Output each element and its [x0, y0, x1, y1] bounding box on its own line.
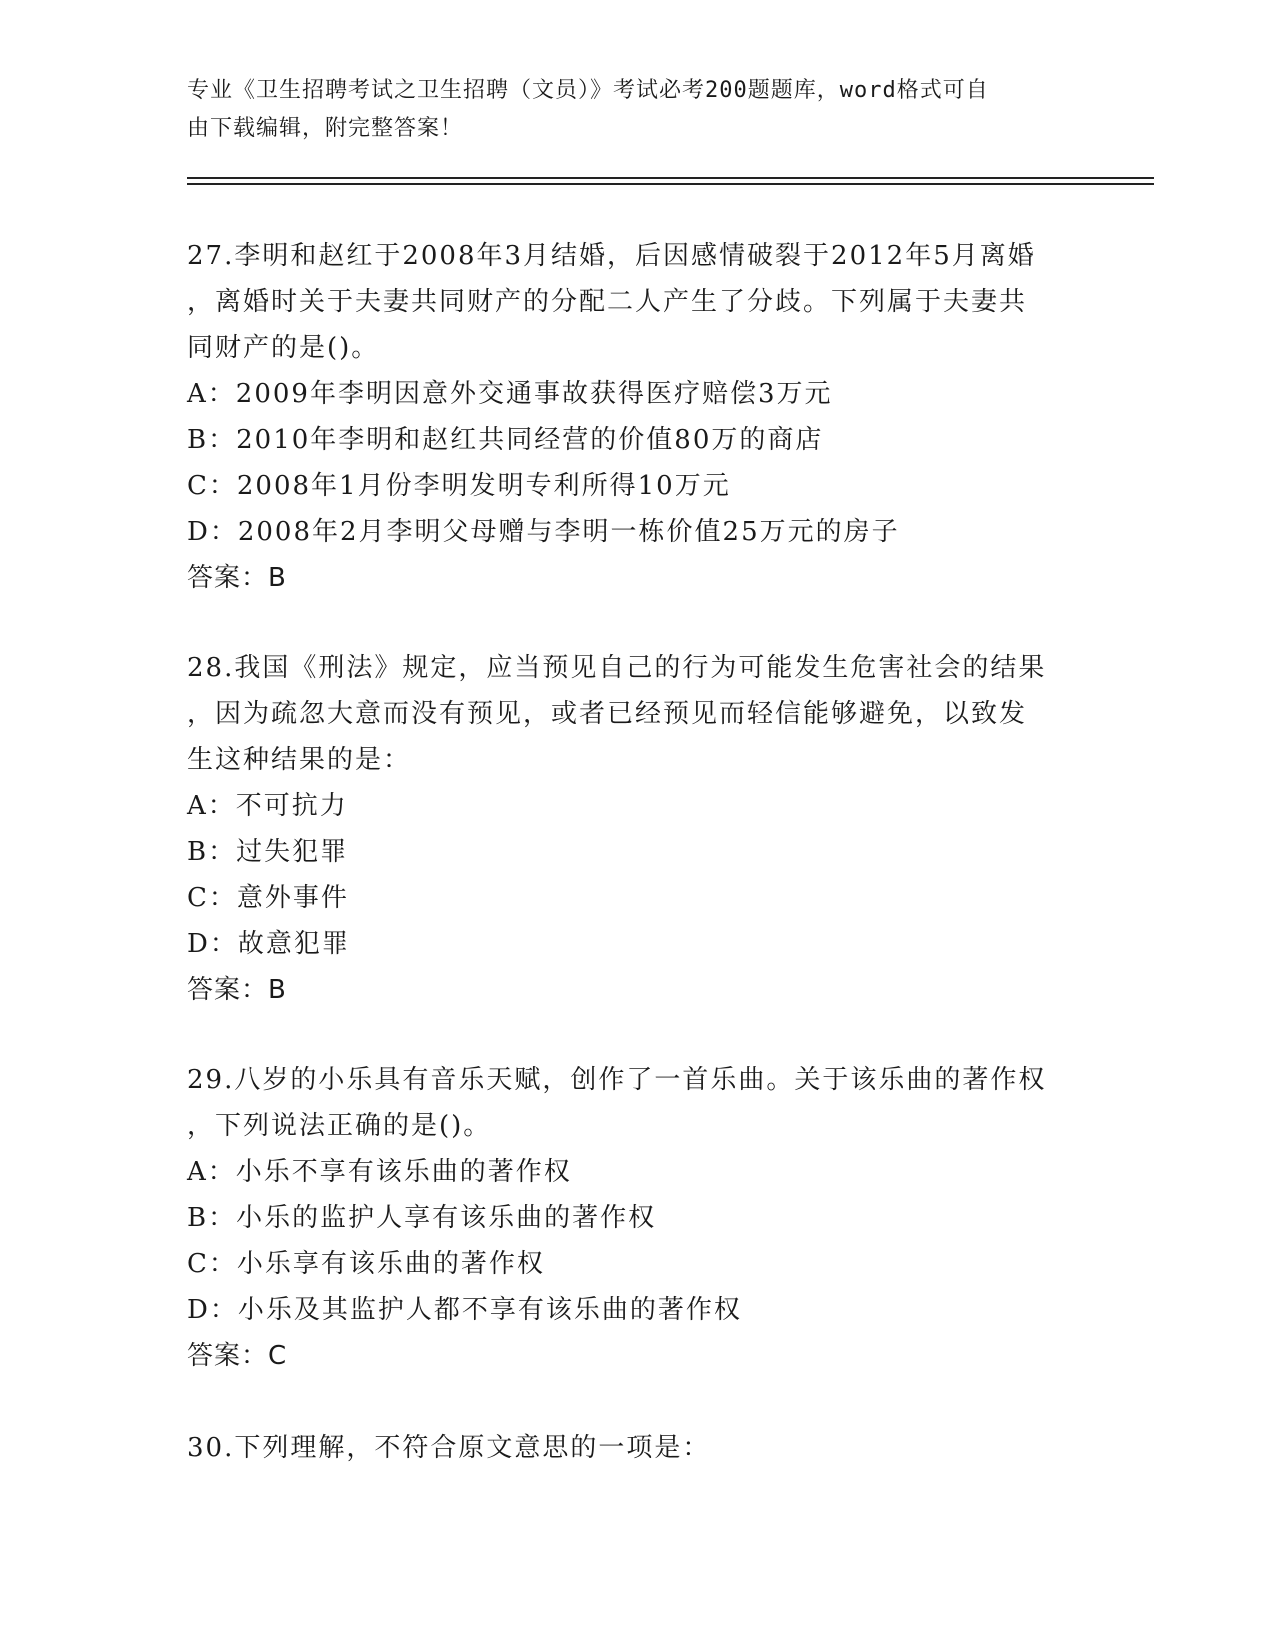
question-stem-line: 28.我国《刑法》规定，应当预见自己的行为可能发生危害社会的结果	[187, 653, 1047, 683]
option-b: B：2010年李明和赵红共同经营的价值80万的商店	[187, 425, 824, 455]
header-line-2: 由下载编辑，附完整答案！	[187, 116, 464, 141]
answer-line: 答案：B	[187, 975, 287, 1005]
document-header	[187, 72, 1087, 148]
option-d: D：故意犯罪	[187, 929, 350, 959]
question-stem-line: 30.下列理解，不符合原文意思的一项是：	[187, 1433, 711, 1463]
answer-line: 答案：C	[187, 1341, 288, 1371]
question-29	[187, 1057, 1087, 1379]
question-stem-line: ，下列说法正确的是()。	[187, 1111, 492, 1141]
header-divider-top	[187, 177, 1154, 179]
question-30	[187, 1425, 1087, 1471]
option-b: B：小乐的监护人享有该乐曲的著作权	[187, 1203, 657, 1233]
option-a: A：2009年李明因意外交通事故获得医疗赔偿3万元	[187, 379, 833, 409]
header-line-1: 专业《卫生招聘考试之卫生招聘（文员）》考试必考200题题库，word格式可自	[187, 78, 989, 103]
option-a: A：小乐不享有该乐曲的著作权	[187, 1157, 572, 1187]
question-stem-line: ，因为疏忽大意而没有预见，或者已经预见而轻信能够避免，以致发	[187, 699, 1028, 729]
option-c: C：意外事件	[187, 883, 349, 913]
question-stem-line: 同财产的是()。	[187, 333, 380, 363]
question-stem-line: 27.李明和赵红于2008年3月结婚，后因感情破裂于2012年5月离婚	[187, 241, 1036, 271]
question-27	[187, 233, 1087, 601]
question-28	[187, 645, 1087, 1013]
option-b: B：过失犯罪	[187, 837, 349, 867]
question-stem-line: 29.八岁的小乐具有音乐天赋，创作了一首乐曲。关于该乐曲的著作权	[187, 1065, 1047, 1095]
option-c: C：小乐享有该乐曲的著作权	[187, 1249, 545, 1279]
option-d: D：2008年2月李明父母赠与李明一栋价值25万元的房子	[187, 517, 900, 547]
header-divider-bottom	[187, 183, 1154, 185]
option-c: C：2008年1月份李明发明专利所得10万元	[187, 471, 731, 501]
question-stem-line: 生这种结果的是：	[187, 745, 412, 775]
answer-line: 答案：B	[187, 563, 287, 593]
question-stem-line: ，离婚时关于夫妻共同财产的分配二人产生了分歧。下列属于夫妻共	[187, 287, 1028, 317]
option-a: A：不可抗力	[187, 791, 348, 821]
option-d: D：小乐及其监护人都不享有该乐曲的著作权	[187, 1295, 742, 1325]
